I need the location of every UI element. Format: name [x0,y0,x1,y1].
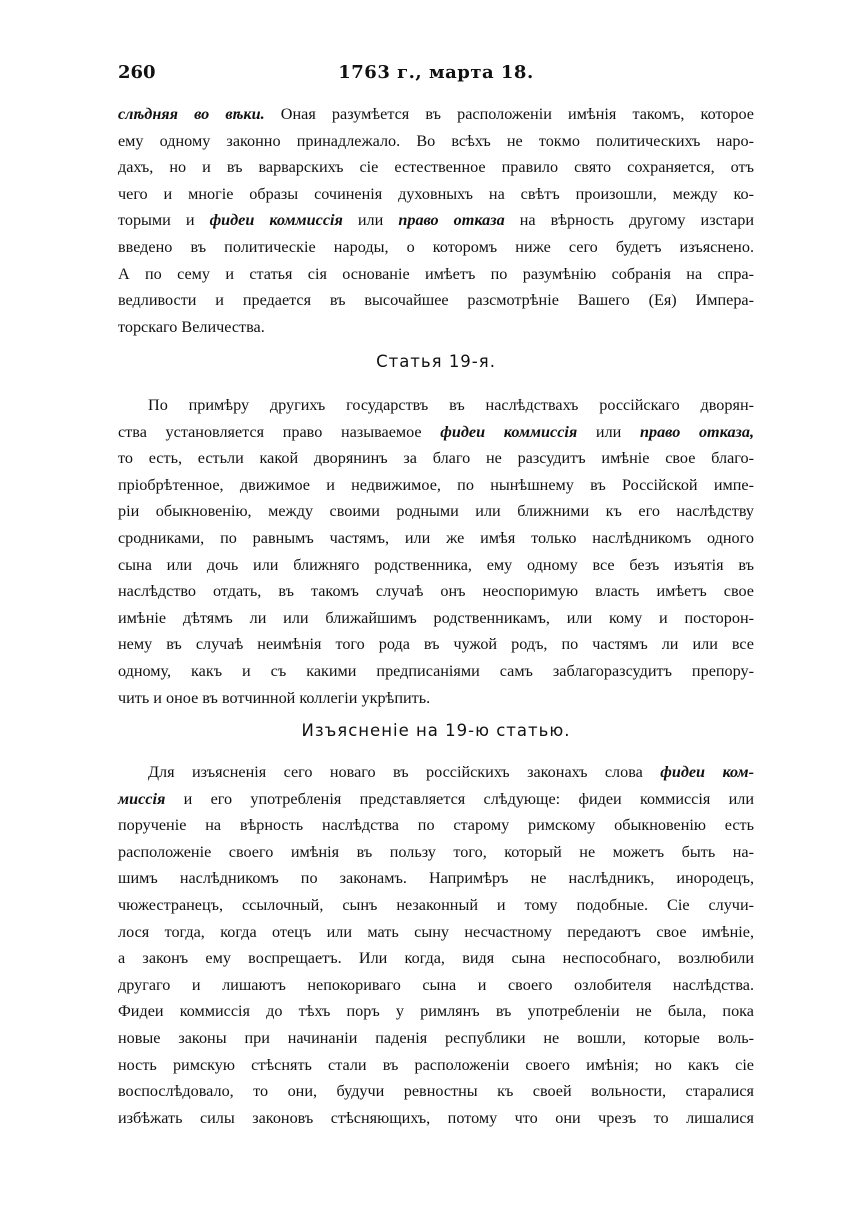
article-heading: Статья 19-я. [376,352,496,371]
text-line: введено въ политическіе народы, о которомъ ниже сего будетъ изъяснено. [118,237,754,256]
text-line: новые законы при начинаніи паденія республики не вошли, которые воль- [118,1028,754,1047]
italic-phrase: слѣдняя во вѣки. [118,105,265,123]
text-line: По примѣру другихъ государствъ въ наслѣдствахъ россійскаго дворян- [148,396,754,414]
text-span: и его употребленія представляется слѣдующе: фидеи коммиссія или [165,789,754,808]
text-span: или [342,211,399,230]
text-line: пріобрѣтенное, движимое и недвижимое, по нынѣшнему въ Россійской импе- [118,475,754,494]
text-line: Фидеи коммиссія до тѣхъ поръ у римлянъ въ употребленіи не была, пока [118,1002,754,1021]
text-line: одному, какъ и съ какими предписаніями самъ заблагоразсудитъ препору- [118,661,754,680]
text-span: ства установляется право называемое [118,422,441,441]
text-line: воспослѣдовало, то они, будучи ревностны къ своей вольности, старалися [118,1082,754,1101]
text-line [118,207,754,234]
italic-phrase: фидеи коммиссія [440,422,578,441]
page-header [118,62,754,88]
text-line [118,786,754,813]
italic-phrase: право отказа [398,211,505,230]
text-line: чюжестранецъ, ссылочный, сынъ незаконный и тому подобные. Сіе случи- [118,895,754,914]
text-line: то есть, естьли какой дворянинъ за благо не разсудитъ имѣніе свое благо- [118,449,754,468]
text-span: торыми и [118,211,210,230]
text-span: Оная разумѣется въ расположеніи имѣнія такомъ, которое [264,105,754,123]
text-line: чить и оное въ вотчинной коллегіи укрѣпить. [118,688,431,707]
text-line: шимъ наслѣдникомъ по законамъ. Напримѣръ не наслѣдникъ, инородецъ, [118,869,754,888]
text-line: расположеніе своего имѣнія въ пользу того, который не можетъ быть на- [118,842,754,861]
text-line: ведливости и предается въ высочайшее разсмотрѣніе Вашего (Ея) Импера- [118,291,754,310]
text-line [118,759,754,786]
text-line: наслѣдство отдать, въ такомъ случаѣ онъ неоспоримую власть имѣетъ свое [118,582,754,601]
text-line: избѣжать силы законовъ стѣсняющихъ, потому что они чрезъ то лишалися [118,1108,754,1127]
text-line: порученіе на вѣрность наслѣдства по старому римскому обыкновенію есть [118,816,754,835]
text-span: или [577,422,640,441]
text-line: торскаго Величества. [118,317,265,336]
text-line: лося тогда, когда отецъ или мать сыну несчастному передаютъ свое имѣніе, [118,922,754,941]
italic-phrase: право отказа, [639,422,754,441]
text-line [118,419,754,446]
text-line: нему въ случаѣ неимѣнія того рода въ чужой родъ, по частямъ ли или все [118,635,754,654]
text-line: чего и многіе образы сочиненія духовныхъ на свѣтъ произошли, между ко- [118,184,754,203]
text-line: сына или дочь или ближняго родственника, ему одному все безъ изъятія въ [118,555,754,574]
text-line: имѣніе дѣтямъ ли или ближайшимъ родственникамъ, или кому и посторон- [118,608,754,627]
text-line: А по сему и статья сія основаніе имѣетъ по разумѣнію собранія на спра- [118,264,754,283]
text-line: ріи обыкновенію, между своими родными или ближними къ его наслѣдству [118,502,754,521]
text-line [118,101,754,128]
text-line: ность римскую стѣснять стали въ расположеніи своего имѣнія; но какъ сіе [118,1055,754,1074]
paragraph-continuation [118,101,754,340]
text-line: сродниками, по равнымъ частямъ, или же имѣя только наслѣдникомъ одного [118,528,754,547]
text-line: ему одному законно принадлежало. Во всѣхъ не токмо политическихъ наро- [118,131,754,150]
text-line: а законъ ему воспрещаетъ. Или когда, видя сына неспособнаго, возлюбили [118,949,754,968]
italic-phrase: миссія [118,789,166,808]
text-span: Для изъясненія сего новаго въ россійскихъ законахъ слова [148,763,661,781]
running-head: 1763 г., марта 18. [338,62,534,83]
page-number: 260 [118,62,156,83]
text-line: другаго и лишаютъ непокориваго сына и своего озлобителя наслѣдства. [118,975,754,994]
article-paragraph [118,392,754,711]
text-span: на вѣрность другому изстари [504,211,755,230]
italic-phrase: фидеи ком- [660,763,754,781]
italic-phrase: фидеи коммиссія [209,211,343,230]
explanation-heading: Изъясненіе на 19-ю статью. [301,721,571,740]
text-line: дахъ, но и въ варварскихъ сіе естественное правило свято сохраняется, отъ [118,158,754,177]
explanation-paragraph [118,759,754,1131]
